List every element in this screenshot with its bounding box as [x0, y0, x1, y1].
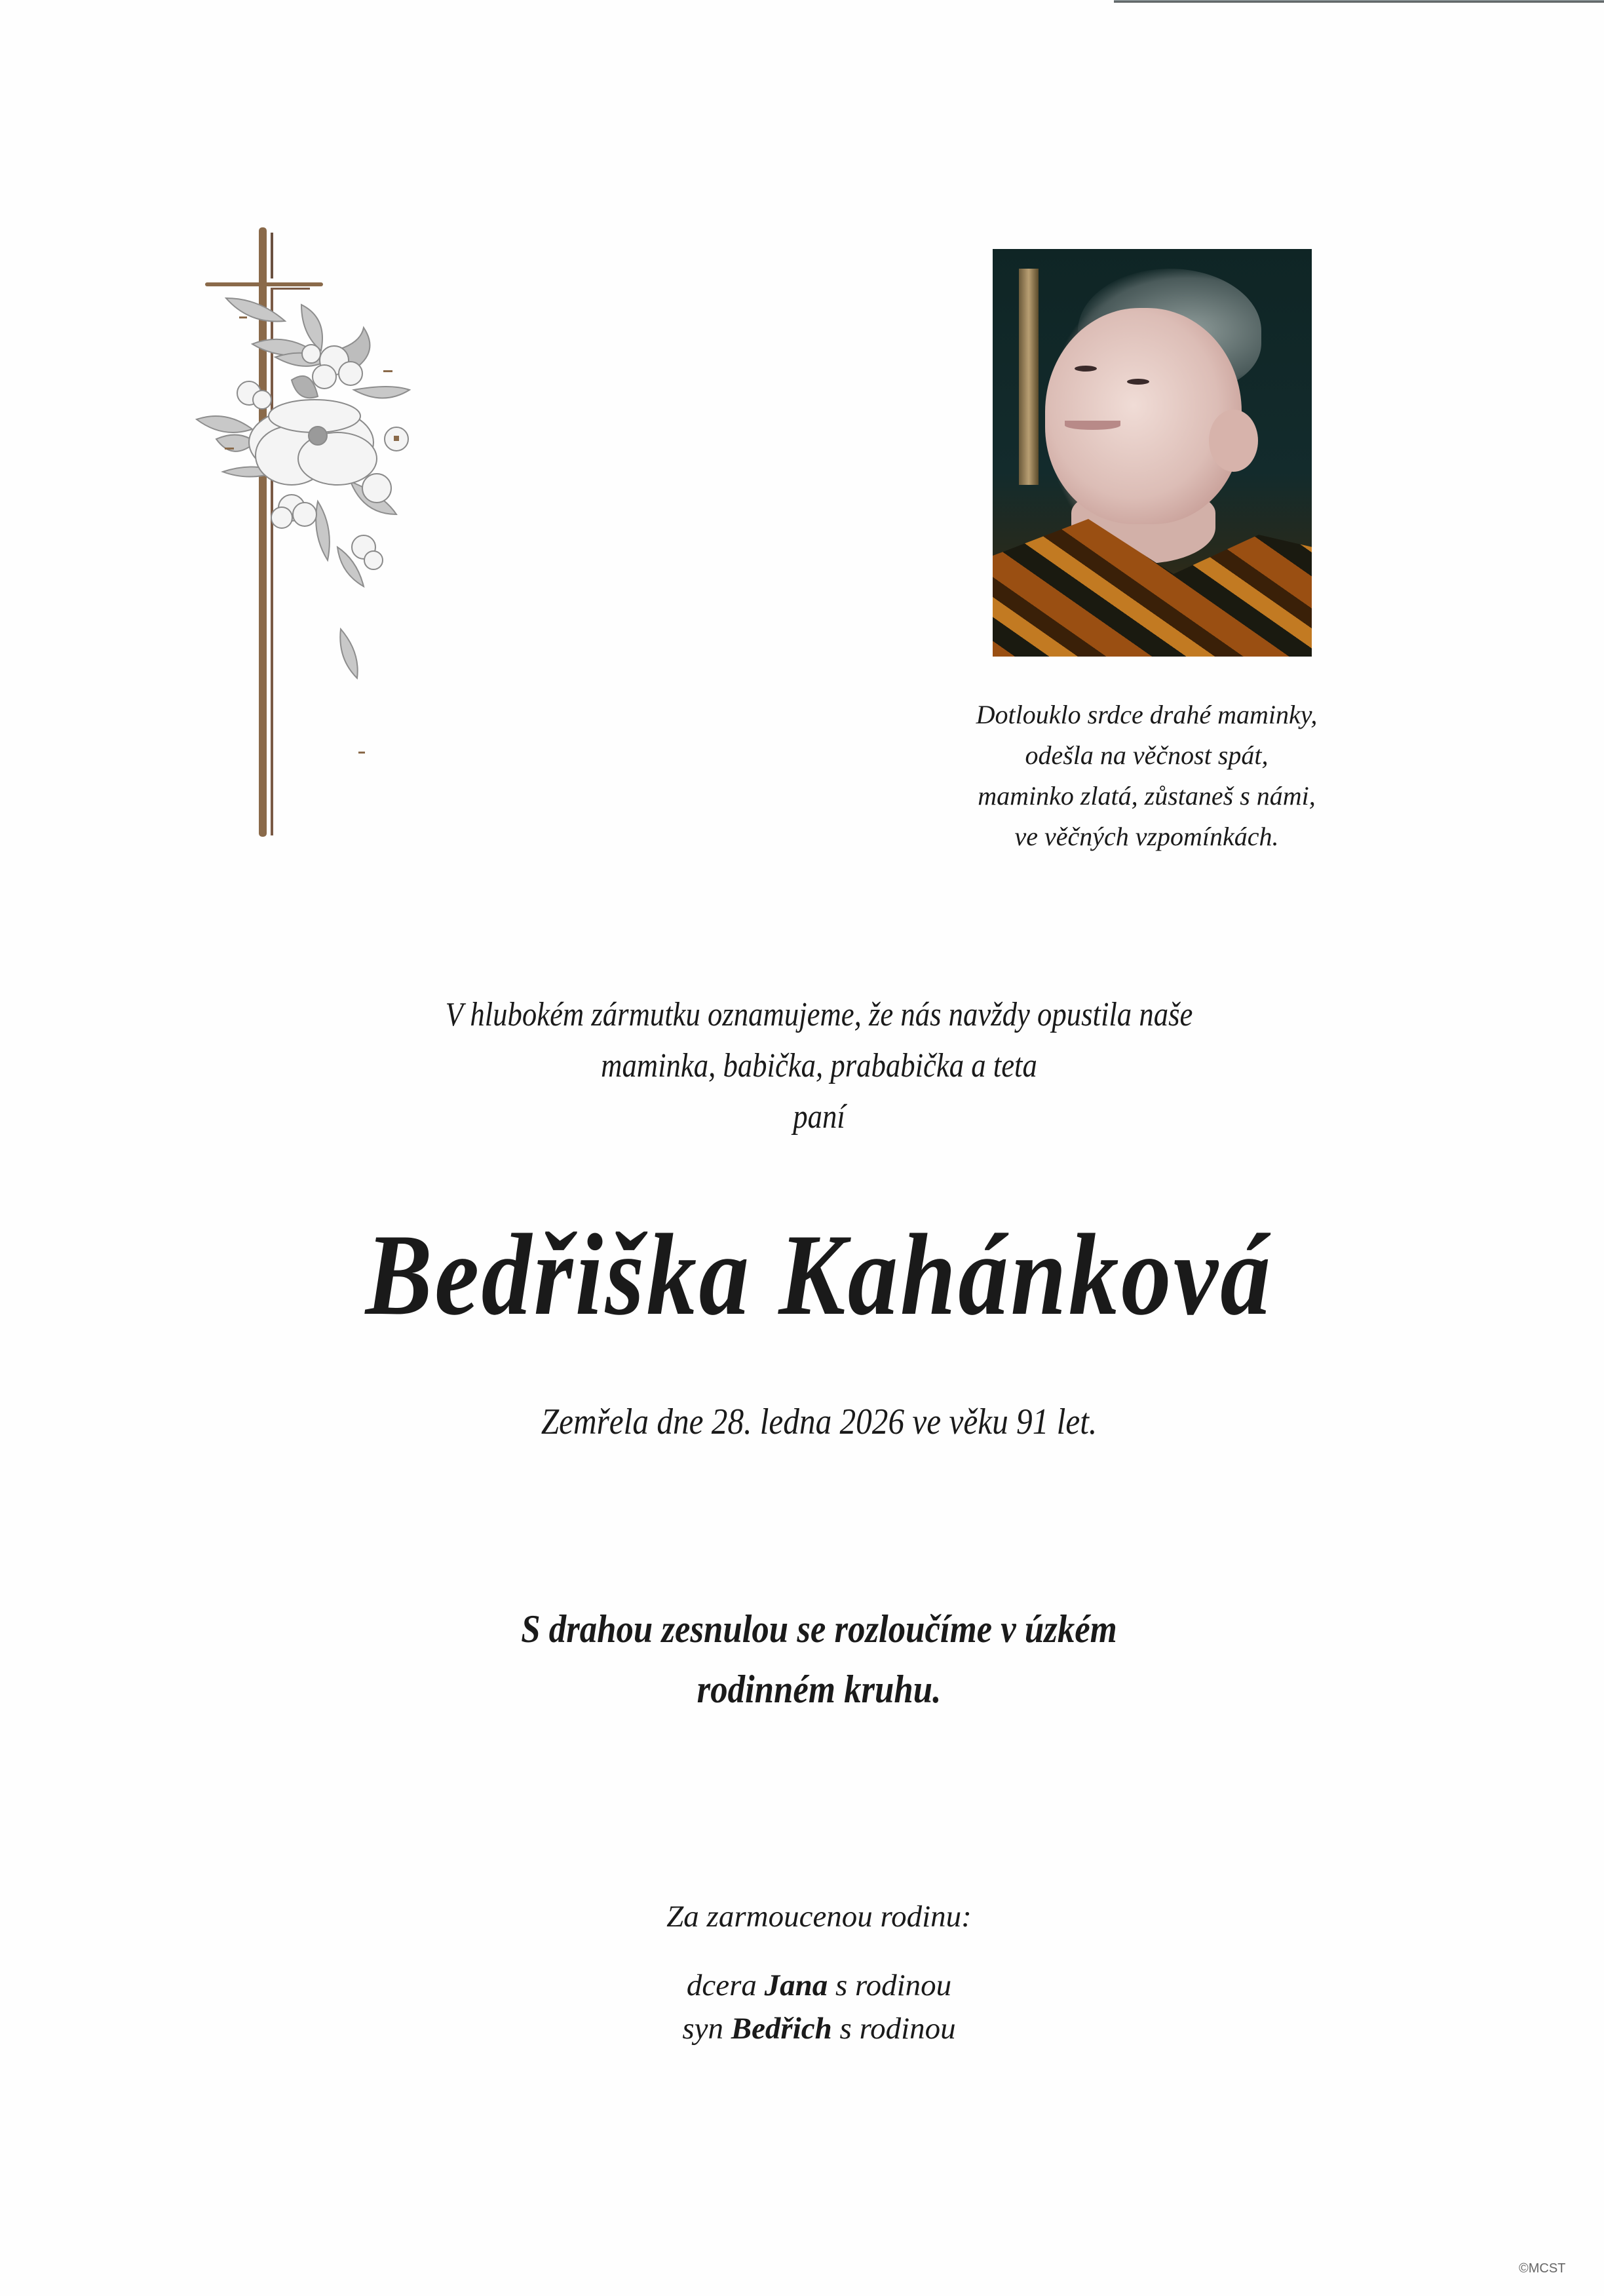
member-suffix: s rodinou [839, 2012, 956, 2046]
signoff-heading: Za zarmoucenou rodinu: [666, 1900, 972, 1934]
announcement [284, 989, 1354, 1143]
deceased-name: Bedřiška Kahánková [365, 1210, 1273, 1339]
eye [1127, 379, 1149, 385]
verse-line: odešla na věčnost spát, [1025, 740, 1269, 770]
portrait-photo [993, 249, 1312, 657]
cross-with-flowers-icon [187, 220, 449, 842]
background-pole [1019, 269, 1039, 485]
member-name: Jana [764, 1968, 828, 2002]
member-suffix: s rodinou [835, 1968, 952, 2002]
announcement-line: maminka, babička, prababička a teta [601, 1047, 1037, 1084]
family-member [524, 1964, 1114, 2007]
announcement-line: V hlubokém zármutku oznamujeme, že nás navždy opustila naše [445, 996, 1193, 1033]
farewell-line: rodinném kruhu. [697, 1668, 942, 1711]
copyright-mark: ©MCST [1519, 2261, 1566, 2276]
farewell-line: S drahou zesnulou se rozloučíme v úzkém [521, 1607, 1117, 1651]
member-name: Bedřich [731, 2012, 832, 2046]
verse-line: maminko zlatá, zůstaneš s námi, [978, 781, 1316, 811]
family-signoff [524, 1897, 1114, 2050]
death-date-line: Zemřela dne 28. ledna 2026 ve věku 91 let. [541, 1402, 1098, 1442]
announcement-line: paní [793, 1098, 845, 1136]
memorial-verse [917, 695, 1376, 857]
scan-edge-line [1114, 0, 1604, 3]
ear [1209, 410, 1258, 472]
verse-line: ve věčných vzpomínkách. [1014, 822, 1279, 851]
farewell-notice [271, 1599, 1367, 1719]
mouth [1065, 421, 1120, 430]
member-relation: dcera [686, 1968, 757, 2002]
eye [1075, 366, 1097, 372]
member-relation: syn [682, 2012, 723, 2046]
verse-line: Dotlouklo srdce drahé maminky, [976, 700, 1318, 729]
face [1045, 308, 1242, 524]
family-member [524, 2007, 1114, 2050]
